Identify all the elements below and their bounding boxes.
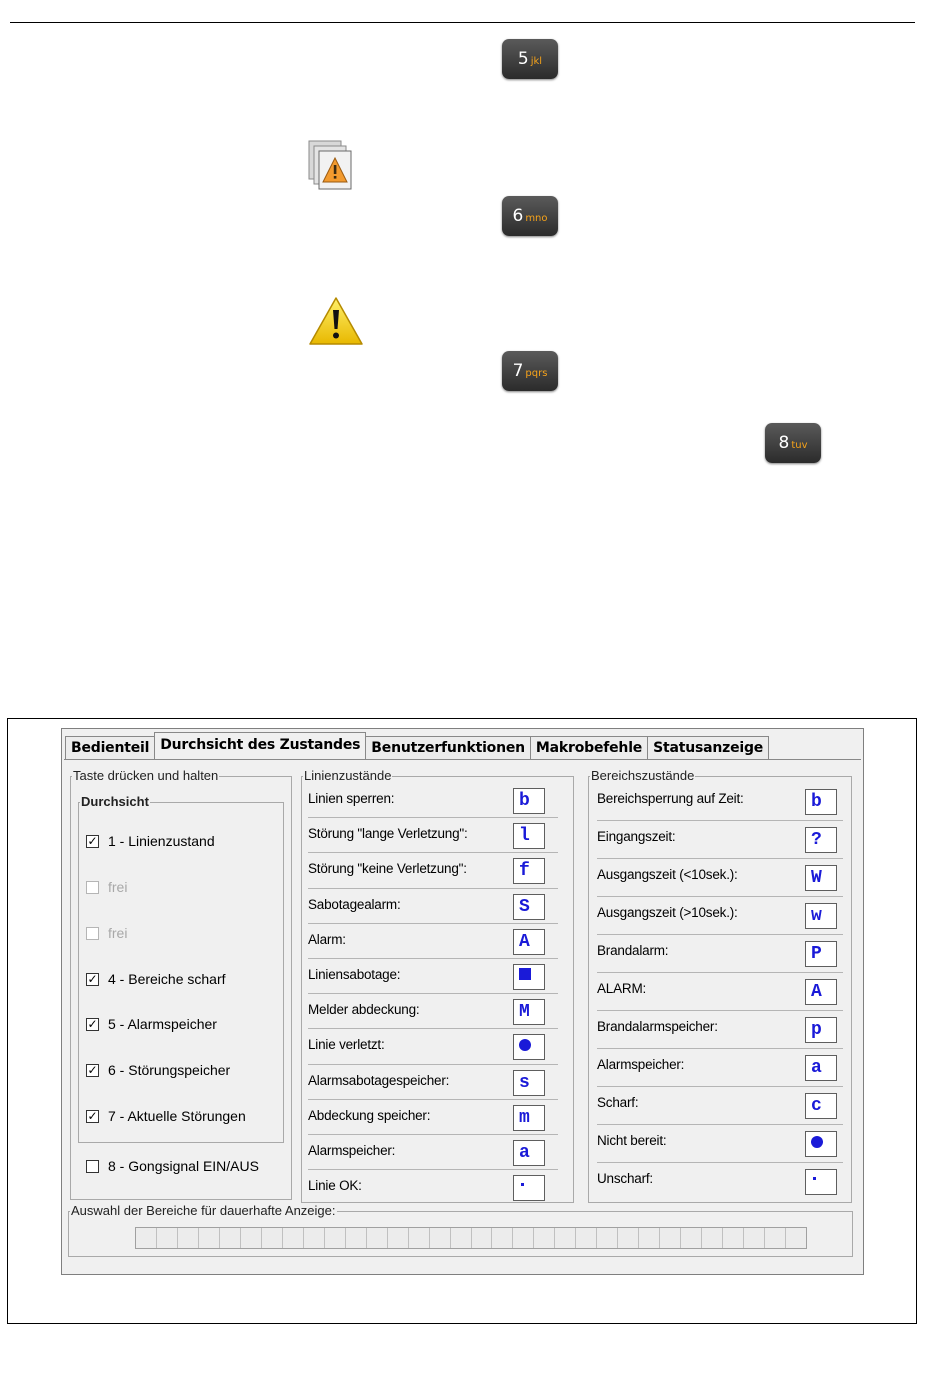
bereiche-row [597, 1125, 843, 1163]
linien-symbol-field[interactable] [513, 964, 545, 990]
linien-symbol-field[interactable]: M [513, 999, 545, 1025]
bereiche-row [597, 1049, 843, 1087]
linien-row-label: Sabotagealarm: [308, 896, 401, 912]
linien-symbol-field[interactable] [513, 1034, 545, 1060]
linien-row [308, 959, 558, 994]
area-cell[interactable] [325, 1228, 346, 1248]
bereiche-symbol-field[interactable]: P [805, 941, 837, 967]
key-8-letters: tuv [791, 440, 808, 451]
area-cell[interactable] [660, 1228, 681, 1248]
warning-stack-icon [308, 140, 352, 190]
linien-row [308, 889, 558, 924]
key-5-icon [502, 39, 558, 79]
linien-row-label: Linie OK: [308, 1178, 362, 1194]
gong-label: 8 - Gongsignal EIN/AUS [108, 1158, 259, 1174]
bereiche-symbol-field[interactable]: w [805, 903, 837, 929]
linien-row [308, 783, 558, 818]
linien-row-label: Störung "lange Verletzung": [308, 826, 468, 842]
area-cell[interactable] [409, 1228, 430, 1248]
area-cell[interactable] [451, 1228, 472, 1248]
bereiche-row [597, 821, 843, 859]
linien-row-label: Abdeckung speicher: [308, 1107, 431, 1123]
linien-symbol-field[interactable]: l [513, 823, 545, 849]
durchsicht-option-label: 1 - Linienzustand [108, 833, 215, 849]
linien-row-label: Melder abdeckung: [308, 1002, 420, 1018]
linien-symbol-field[interactable]: m [513, 1105, 545, 1131]
area-cell[interactable] [786, 1228, 806, 1248]
bereiche-row [597, 935, 843, 973]
bereiche-row-label: Brandalarmspeicher: [597, 1019, 718, 1034]
key-6-icon [502, 196, 558, 236]
durchsicht-option-label: frei [108, 879, 128, 895]
bereiche-row-label: ALARM: [597, 981, 647, 996]
area-cell[interactable] [555, 1228, 576, 1248]
area-cell[interactable] [304, 1228, 325, 1248]
linien-row [308, 853, 558, 888]
key-7-letters: pqrs [525, 368, 548, 379]
linien-row [308, 818, 558, 853]
linien-symbol-field[interactable]: f [513, 858, 545, 884]
bereiche-row [597, 859, 843, 897]
area-cell[interactable] [681, 1228, 702, 1248]
durchsicht-option-label: 5 - Alarmspeicher [108, 1016, 217, 1032]
bereiche-row [597, 783, 843, 821]
durchsicht-option-label: 4 - Bereiche scharf [108, 971, 226, 987]
area-cell[interactable] [178, 1228, 199, 1248]
bereiche-row [597, 897, 843, 935]
bereiche-symbol-field[interactable] [805, 1131, 837, 1157]
linien-symbol-field[interactable]: s [513, 1070, 545, 1096]
linien-row-label: Alarm: [308, 931, 346, 947]
durchsicht-checkbox-4[interactable]: ✓ [87, 971, 98, 986]
tab-durchsicht[interactable]: Durchsicht des Zustandes [154, 732, 366, 759]
linien-symbol-field[interactable]: b [513, 788, 545, 814]
area-cell[interactable] [702, 1228, 723, 1248]
linien-row [308, 924, 558, 959]
key-7-icon [502, 351, 558, 391]
linien-row-label: Liniensabotage: [308, 967, 401, 982]
linien-row-label: Störung "keine Verletzung": [308, 861, 467, 877]
area-cell[interactable] [430, 1228, 451, 1248]
area-cell[interactable] [534, 1228, 555, 1248]
linien-row [308, 1029, 558, 1064]
key-5-number: 5 [517, 49, 529, 69]
gong-checkbox[interactable] [86, 1160, 99, 1173]
area-cell[interactable] [220, 1228, 241, 1248]
bereiche-row-label: Ausgangszeit (<10sek.): [597, 867, 738, 882]
linien-row [308, 994, 558, 1029]
area-cell[interactable] [492, 1228, 513, 1248]
bereiche-row-label: Bereichsperrung auf Zeit: [597, 791, 744, 806]
bereiche-row-label: Alarmspeicher: [597, 1057, 685, 1072]
bereiche-symbol-field[interactable]: c [805, 1093, 837, 1119]
linien-row-label: Alarmspeicher: [308, 1143, 396, 1158]
area-select-strip[interactable] [135, 1227, 807, 1249]
bereiche-row-label: Ausgangszeit (>10sek.): [597, 905, 738, 920]
area-cell[interactable] [639, 1228, 660, 1248]
bereiche-symbol-field[interactable]: W [805, 865, 837, 891]
linien-row [308, 1100, 558, 1135]
durchsicht-checkbox-3 [86, 927, 99, 940]
durchsicht-checkbox-5[interactable]: ✓ [87, 1016, 98, 1031]
durchsicht-option-2 [86, 879, 127, 895]
durchsicht-option-label: 6 - Störungspeicher [108, 1062, 231, 1078]
key-6-number: 6 [512, 206, 524, 226]
area-cell[interactable] [346, 1228, 367, 1248]
bereiche-symbol-field[interactable] [805, 1169, 837, 1195]
durchsicht-option-4[interactable] [86, 971, 226, 987]
tab-strip-border [64, 759, 861, 760]
press-hold-legend: Taste drücken und halten [73, 768, 219, 783]
durchsicht-checkbox-7[interactable]: ✓ [87, 1108, 98, 1123]
linien-row [308, 1065, 558, 1100]
durchsicht-legend: Durchsicht [81, 794, 149, 809]
tab-benutzerfunktionen[interactable]: Benutzerfunktionen [365, 736, 531, 759]
area-cell[interactable] [136, 1228, 157, 1248]
bereiche-row-label: Brandalarm: [597, 943, 669, 958]
linien-row [308, 1170, 558, 1205]
linien-row-label: Linie verletzt: [308, 1037, 385, 1053]
tab-makrobefehle[interactable]: Makrobefehle [530, 736, 648, 759]
area-cell[interactable] [765, 1228, 786, 1248]
area-cell[interactable] [472, 1228, 493, 1248]
area-cell[interactable] [576, 1228, 597, 1248]
area-cell[interactable] [262, 1228, 283, 1248]
linien-row [308, 1135, 558, 1170]
bereiche-row [597, 1163, 843, 1201]
key-6-letters: mno [525, 213, 548, 224]
tab-statusanzeige[interactable]: Statusanzeige [647, 736, 769, 759]
area-cell[interactable] [283, 1228, 304, 1248]
area-cell[interactable] [388, 1228, 409, 1248]
key-7-number: 7 [512, 361, 524, 381]
bereiche-symbol-field[interactable]: b [805, 789, 837, 815]
bereiche-row-label: Eingangszeit: [597, 829, 676, 844]
area-cell[interactable] [513, 1228, 534, 1248]
area-cell[interactable] [241, 1228, 262, 1248]
durchsicht-option-label: 7 - Aktuelle Störungen [108, 1108, 246, 1124]
area-cell[interactable] [744, 1228, 765, 1248]
bereiche-row [597, 973, 843, 1011]
durchsicht-checkbox-2 [86, 881, 99, 894]
key-8-number: 8 [778, 433, 790, 453]
key-5-letters: jkl [530, 56, 543, 67]
bereiche-row-label: Unscharf: [597, 1171, 653, 1186]
bereiche-row [597, 1011, 843, 1049]
key-8-icon [765, 423, 821, 463]
bereiche-row-label: Nicht bereit: [597, 1133, 667, 1148]
warning-icon [308, 296, 364, 346]
area-cell[interactable] [597, 1228, 618, 1248]
linien-symbol-field[interactable]: a [513, 1140, 545, 1166]
area-cell[interactable] [157, 1228, 178, 1248]
durchsicht-option-7[interactable] [86, 1108, 246, 1124]
durchsicht-option-5[interactable] [86, 1016, 217, 1032]
area-select-legend: Auswahl der Bereiche für dauerhafte Anzeige: [71, 1203, 336, 1218]
linien-symbol-field[interactable] [513, 1175, 545, 1201]
durchsicht-option-1[interactable] [86, 833, 215, 849]
area-cell[interactable] [618, 1228, 639, 1248]
bereiche-row-label: Scharf: [597, 1095, 639, 1110]
bereiche-legend: Bereichszustände [591, 768, 695, 783]
linien-legend: Linienzustände [304, 768, 392, 783]
bereiche-symbol-field[interactable]: A [805, 979, 837, 1005]
tab-bedienteil[interactable]: Bedienteil [65, 736, 155, 759]
linien-row-label: Linien sperren: [308, 791, 395, 806]
area-cell[interactable] [723, 1228, 744, 1248]
tab-bar [65, 735, 768, 759]
bereiche-symbol-field[interactable]: a [805, 1055, 837, 1081]
bereiche-symbol-field[interactable]: p [805, 1017, 837, 1043]
settings-dialog [61, 728, 864, 1275]
area-cell[interactable] [199, 1228, 220, 1248]
bereiche-row [597, 1087, 843, 1125]
durchsicht-option-3 [86, 925, 127, 941]
page-top-rule [10, 22, 915, 23]
linien-symbol-field[interactable]: S [513, 894, 545, 920]
durchsicht-checkbox-1[interactable]: ✓ [87, 833, 98, 848]
durchsicht-option-6[interactable] [86, 1062, 230, 1078]
gong-checkbox-row[interactable] [86, 1158, 259, 1174]
durchsicht-option-label: frei [108, 925, 128, 941]
durchsicht-checkbox-6[interactable]: ✓ [87, 1062, 98, 1077]
linien-row-label: Alarmsabotagespeicher: [308, 1072, 450, 1088]
bereiche-symbol-field[interactable]: ? [805, 827, 837, 853]
linien-symbol-field[interactable]: A [513, 929, 545, 955]
area-cell[interactable] [367, 1228, 388, 1248]
